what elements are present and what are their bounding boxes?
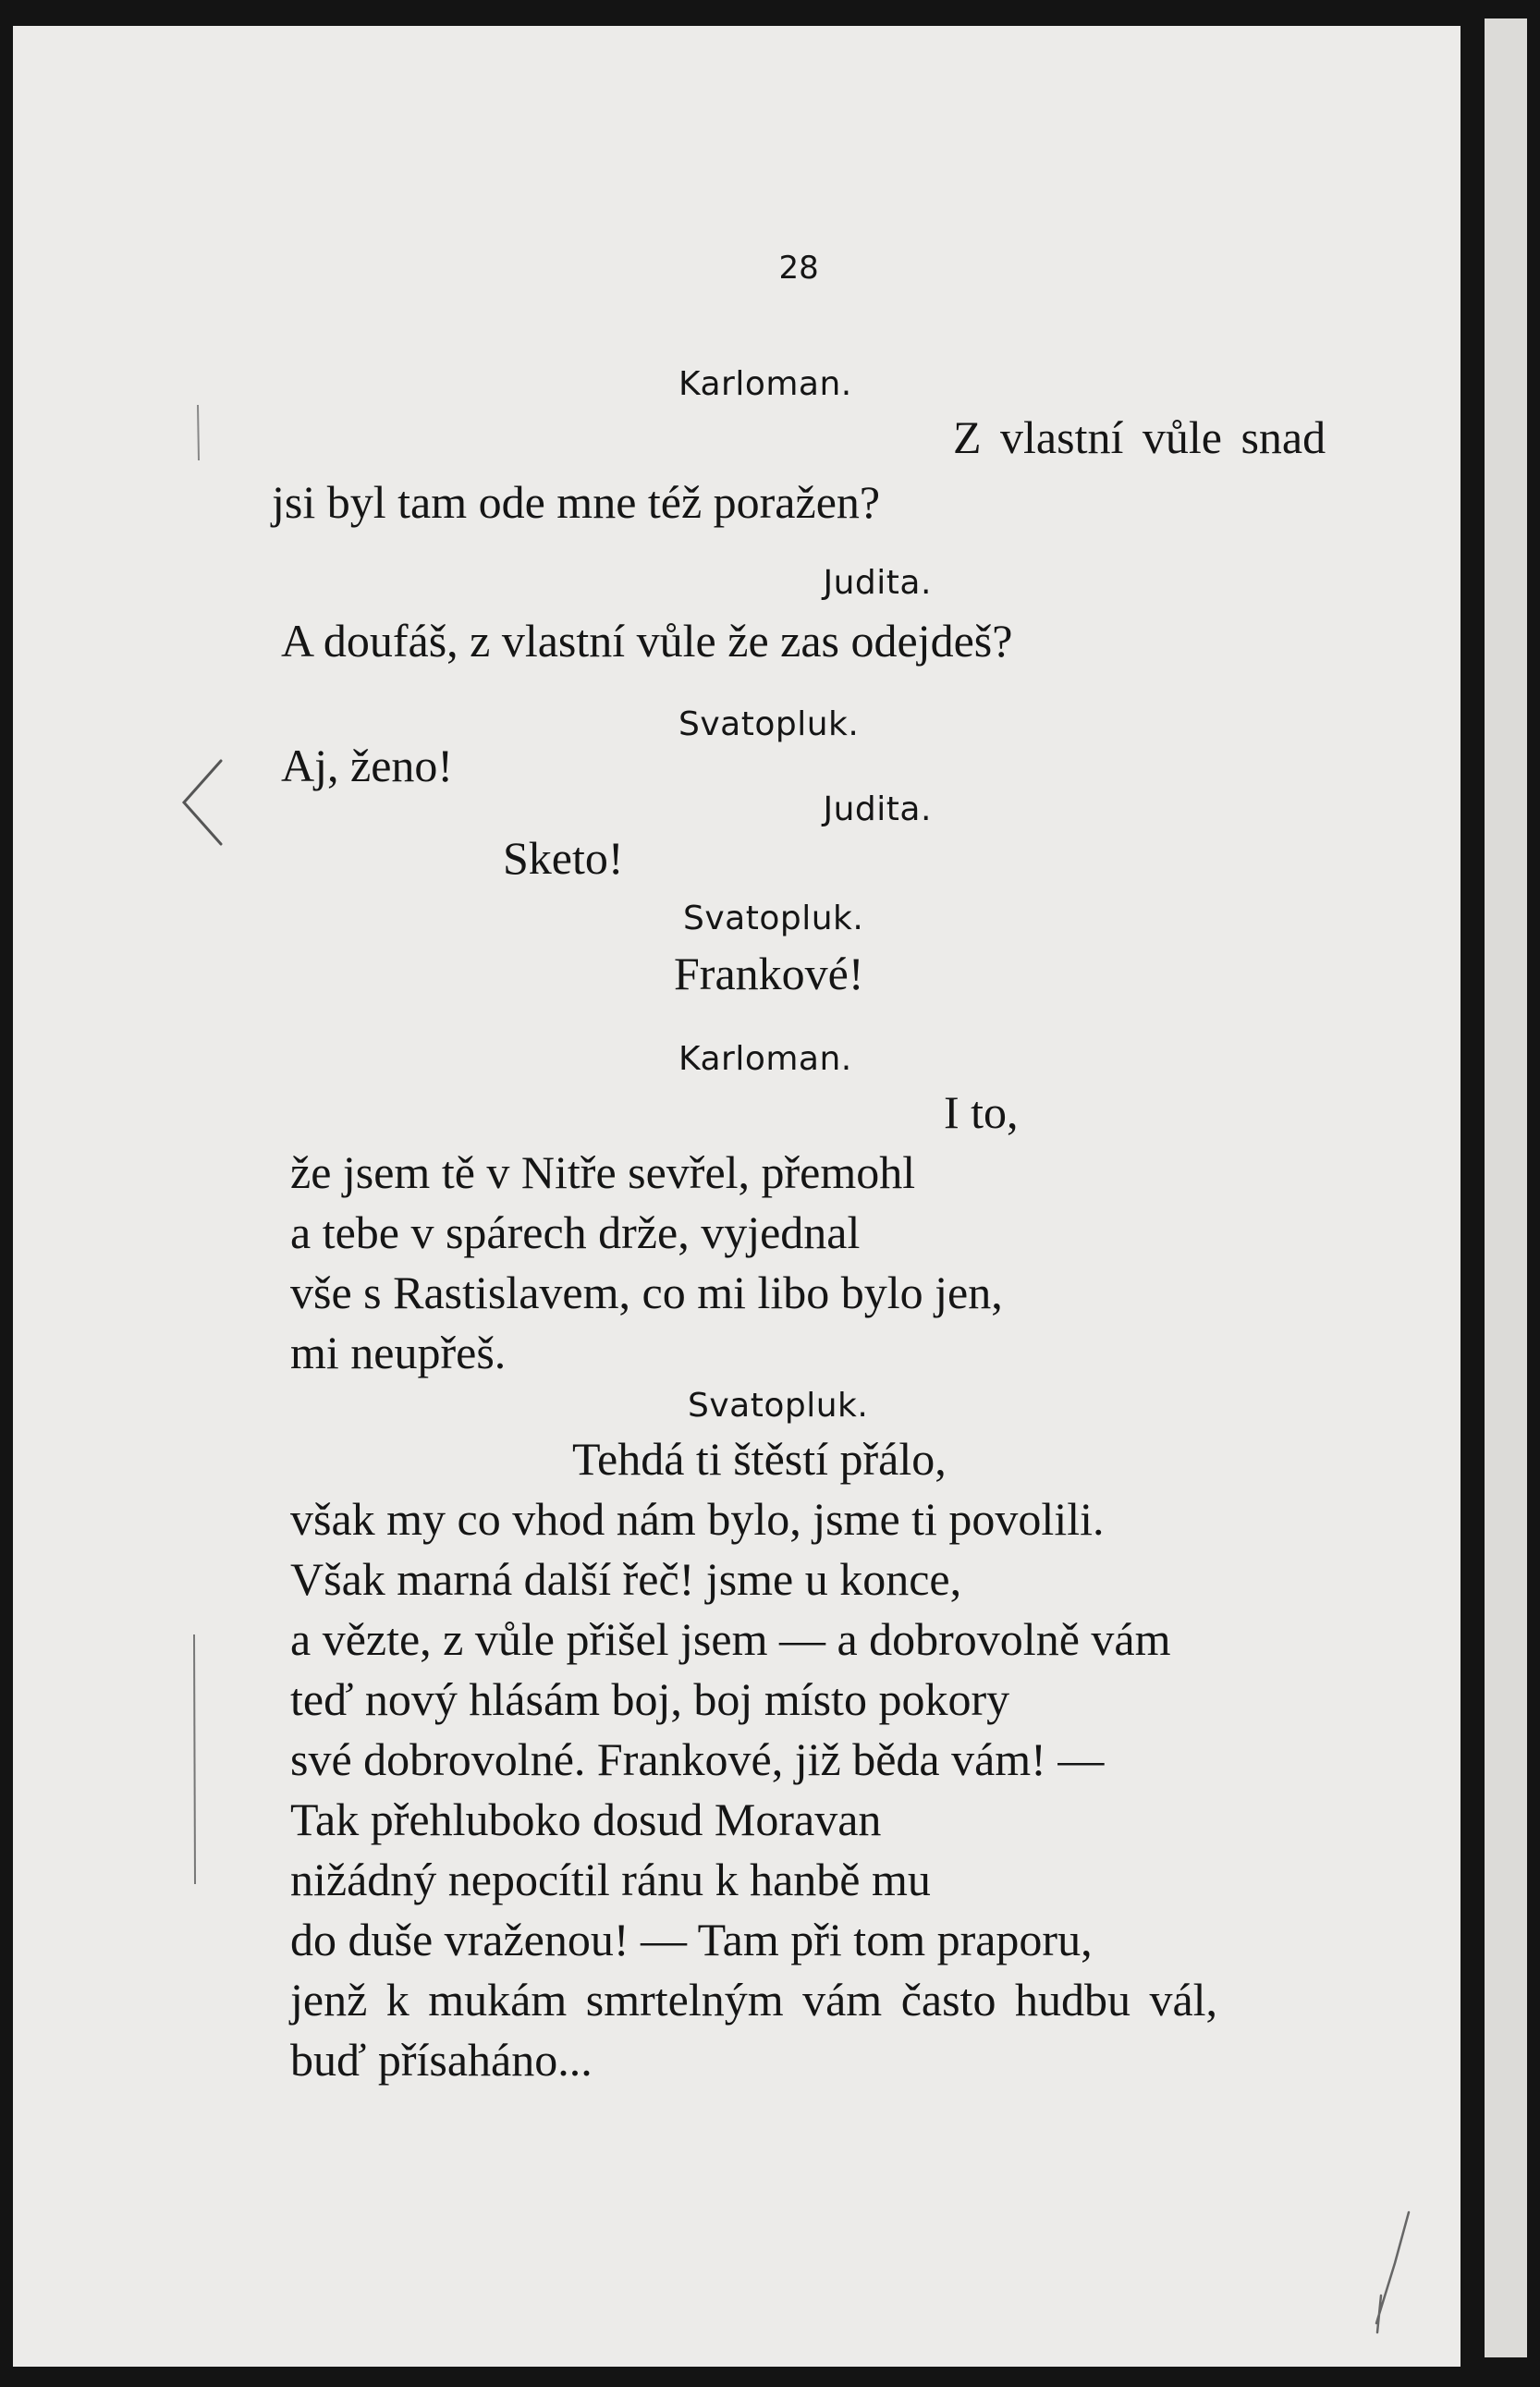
verse-line: mi neupřeš. (290, 1327, 507, 1378)
pencil-scribble (1376, 2212, 1409, 2332)
verse-line: Aj, ženo! (281, 740, 454, 791)
speaker-name: Karloman. (678, 1040, 852, 1078)
speaker-name: Judita. (823, 564, 932, 602)
verse-line: Frankové! (674, 948, 864, 999)
verse-line: však my co vhod nám bylo, jsme ti povolili. (290, 1493, 1105, 1545)
speaker-name: Svatopluk. (683, 900, 864, 937)
verse-line: jsi byl tam ode mne též poražen? (272, 476, 881, 528)
verse-line: vše s Rastislavem, co mi libo bylo jen, (290, 1267, 1003, 1318)
margin-vertical-mark (198, 405, 199, 460)
book-page (13, 26, 1461, 2367)
verse-line: Však marná další řeč! jsme u konce, (290, 1553, 962, 1605)
verse-line: že jsem tě v Nitře sevřel, přemohl (290, 1146, 916, 1198)
verse-line: A doufáš, z vlastní vůle že zas odejdeš? (281, 615, 1013, 667)
margin-bracket-mark (184, 761, 221, 844)
verse-line: Z vlastní vůle snad (953, 411, 1326, 463)
verse-line: své dobrovolné. Frankové, již běda vám! — (290, 1733, 1105, 1785)
speaker-name: Judita. (823, 790, 932, 828)
verse-line: a tebe v spárech drže, vyjednal (290, 1206, 861, 1258)
speaker-name: Svatopluk. (678, 705, 860, 743)
verse-line: jenž k mukám smrtelným vám často hudbu vál, (290, 1974, 1218, 2026)
speaker-name: Svatopluk. (688, 1387, 869, 1425)
adjacent-page-edge (1485, 18, 1527, 2357)
verse-line: buď přísaháno... (290, 2034, 593, 2086)
verse-line: nižádný nepocítil ránu k hanbě mu (290, 1854, 931, 1905)
verse-line: Tak přehluboko dosud Moravan (290, 1793, 882, 1845)
verse-line: Sketo! (503, 832, 624, 884)
speaker-name: Karloman. (678, 365, 852, 403)
pencil-marks (13, 26, 1461, 2367)
verse-line: teď nový hlásám boj, boj místo pokory (290, 1673, 1010, 1725)
verse-line: a vězte, z vůle přišel jsem — a dobrovolně vám (290, 1613, 1171, 1665)
verse-line: do duše vraženou! — Tam při tom praporu, (290, 1914, 1093, 1965)
margin-vertical-mark (194, 1634, 195, 1884)
verse-line: Tehdá ti štěstí přálo, (572, 1433, 947, 1485)
verse-line: I to, (944, 1086, 1019, 1138)
page-number: 28 (778, 250, 819, 287)
